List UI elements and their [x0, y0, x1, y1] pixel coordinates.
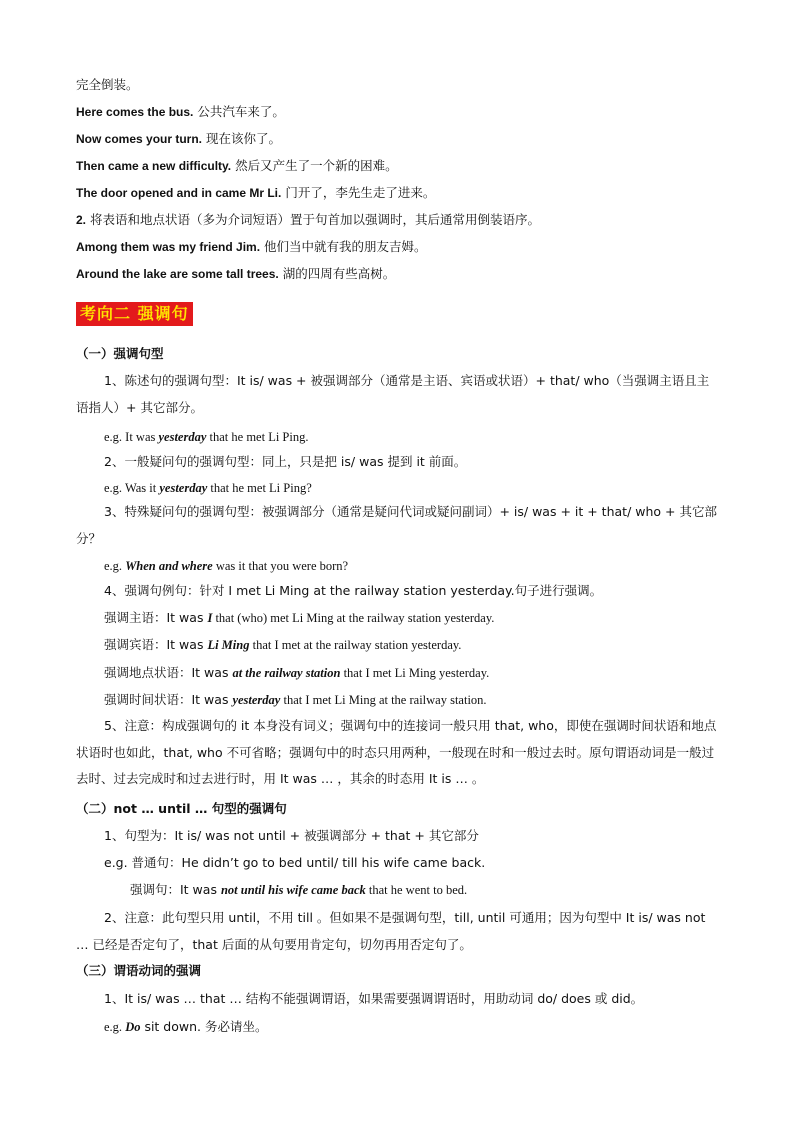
rule-line: 2. 将表语和地点状语（多为介词短语）置于句首加以强调时，其后通常用倒装语序。 — [76, 212, 540, 227]
example-line: e.g. Was it yesterday that he met Li Ping? — [104, 481, 312, 495]
rule-line: 2、一般疑问句的强调句型：同上，只是把 is/ was 提到 it 前面。 — [104, 454, 467, 469]
example-line: Now comes your turn. 现在该你了。 — [76, 131, 282, 146]
note-paragraph: 5、注意：构成强调句的 it 本身没有词义；强调句中的连接词一般只用 that, who，即使在强调时间状语和地点状语时也如此，that, who 不可省略；强调句中的时态只用两种，一般现在时和一般过去时。原句谓语动词是一般过去时、过去完成时和过去进行时，用 It was … ，其余的时态用 It is … 。 — [76, 718, 717, 786]
rule-line: 1、It is/ was … that … 结构不能强调谓语，如果需要强调谓语时，用助动词 do/ does 或 did。 — [104, 991, 644, 1006]
example-line: The door opened and in came Mr Li. 门开了，李先生走了进来。 — [76, 185, 436, 200]
example-line: e.g. When and where was it that you were born? — [104, 559, 349, 573]
example-line: Among them was my friend Jim. 他们当中就有我的朋友吉姆。 — [76, 239, 427, 254]
text-line: 完全倒装。 — [76, 77, 139, 92]
example-line: Then came a new difficulty. 然后又产生了一个新的困难。 — [76, 158, 398, 173]
example-line: e.g. It was yesterday that he met Li Ping. — [104, 430, 309, 444]
example-line: e.g. 普通句：He didn’t go to bed until/ till his wife came back. — [104, 855, 486, 870]
note-paragraph: 2、注意：此句型只用 until，不用 till 。但如果不是强调句型，till, until 可通用；因为句型中 It is/ was not … 已经是否定句了，that 后面的从句要用肯定句，切勿再用否定句了。 — [76, 910, 706, 952]
rule-paragraph: 3、特殊疑问句的强调句型：被强调部分（通常是疑问代词或疑问副词）+ is/ was + it + that/ who + 其它部分？ — [76, 504, 717, 546]
example-line: Here comes the bus. 公共汽车来了。 — [76, 104, 285, 119]
example-line: 强调句：It was not until his wife came back that he went to bed. — [130, 882, 468, 897]
rule-line: 1、句型为：It is/ was not until + 被强调部分 + that + 其它部分 — [104, 828, 479, 843]
section-heading: 考向二 强调句 — [76, 302, 193, 326]
example-line: 强调宾语：It was Li Ming that I met at the railway station yesterday. — [104, 637, 462, 652]
example-line: e.g. Do sit down. 务必请坐。 — [104, 1019, 268, 1034]
example-line: 强调时间状语：It was yesterday that I met Li Ming at the railway station. — [104, 692, 487, 707]
subsection-title: （三）谓语动词的强调 — [76, 963, 202, 978]
rule-paragraph: 1、陈述句的强调句型：It is/ was + 被强调部分（通常是主语、宾语或状语）+ that/ who（当强调主语且主语指人）+ 其它部分。 — [76, 373, 710, 415]
subsection-title: （二）not … until … 句型的强调句 — [76, 801, 287, 816]
rule-line: 4、强调句例句：针对 I met Li Ming at the railway station yesterday.句子进行强调。 — [104, 583, 603, 598]
example-line: 强调地点状语：It was at the railway station that I met Li Ming yesterday. — [104, 665, 490, 680]
example-line: 强调主语：It was I that (who) met Li Ming at the railway station yesterday. — [104, 610, 495, 625]
subsection-title: （一）强调句型 — [76, 346, 164, 361]
example-line: Around the lake are some tall trees. 湖的四周有些高树。 — [76, 266, 396, 281]
